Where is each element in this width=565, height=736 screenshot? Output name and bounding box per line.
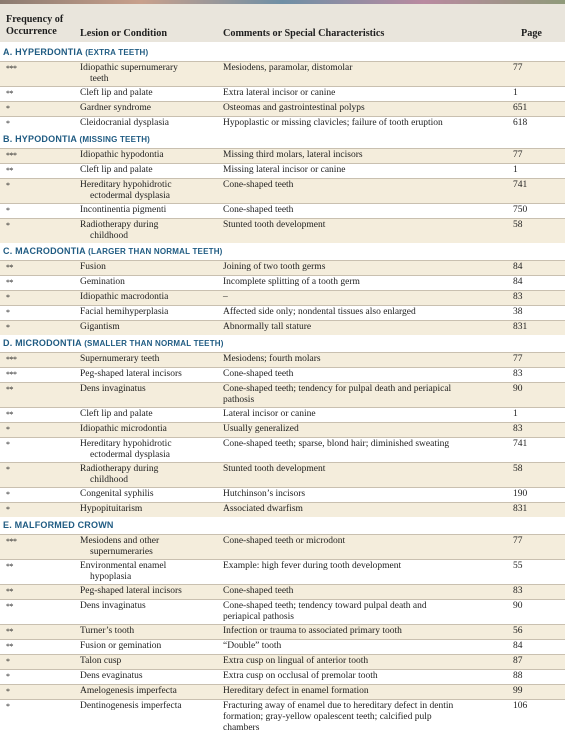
page-number: 83 <box>513 424 523 434</box>
comments-text <box>223 262 508 273</box>
table-row <box>0 487 565 502</box>
frequency-rating: *** <box>6 355 17 364</box>
lesion-line1: Dentinogenesis imperfecta <box>80 701 182 711</box>
page-number: 77 <box>513 536 523 546</box>
table-row <box>0 584 565 599</box>
lesion-line1: Supernumerary teeth <box>80 354 160 364</box>
page-number: 831 <box>513 322 528 332</box>
frequency-rating: *** <box>6 151 17 160</box>
frequency-rating: * <box>6 308 10 317</box>
section-name: HYPERDONTIA <box>15 47 83 57</box>
lesion-name <box>80 205 218 216</box>
lesion-name <box>80 220 218 242</box>
page-number: 651 <box>513 103 528 113</box>
lesion-line1: Peg-shaped lateral incisors <box>80 586 182 596</box>
header-frequency-line1: Frequency of <box>6 14 64 25</box>
page-number: 90 <box>513 384 523 394</box>
lesion-line1: Cleft lip and palate <box>80 409 153 419</box>
page-number: 38 <box>513 307 523 317</box>
comments-text <box>223 322 508 333</box>
section-title <box>0 131 565 148</box>
comments-text <box>223 439 508 450</box>
frequency-rating: *** <box>6 64 17 73</box>
comments-line: Example: high fever during tooth development <box>223 561 402 571</box>
lesion-line1: Amelogenesis imperfecta <box>80 686 177 696</box>
comments-text <box>223 165 508 176</box>
lesion-line1: Dens invaginatus <box>80 384 146 394</box>
comments-line: Stunted tooth development <box>223 464 326 474</box>
lesion-line1: Congenital syphilis <box>80 489 154 499</box>
comments-line: Missing lateral incisor or canine <box>223 165 346 175</box>
lesion-name <box>80 424 218 435</box>
lesion-line1: Gardner syndrome <box>80 103 151 113</box>
comments-line: periapical pathosis <box>223 611 294 622</box>
lesion-line2: teeth <box>90 73 109 84</box>
comments-line: Affected side only; nondental tissues also enlarged <box>223 307 416 317</box>
table-row <box>0 163 565 178</box>
comments-text <box>223 277 508 288</box>
comments-text <box>223 686 508 697</box>
lesion-name <box>80 150 218 161</box>
comments-text <box>223 561 508 572</box>
lesion-line2: childhood <box>90 474 128 485</box>
lesion-name <box>80 671 218 682</box>
lesion-line1: Gigantism <box>80 322 120 332</box>
section-title <box>0 335 565 352</box>
lesion-line1: Idiopathic supernumerary <box>80 63 178 73</box>
lesion-name <box>80 464 218 486</box>
frequency-rating: * <box>6 505 10 514</box>
comments-line: Cone-shaped teeth or microdont <box>223 536 346 546</box>
lesion-line1: Idiopathic macrodontia <box>80 292 169 302</box>
lesion-line2: hypoplasia <box>90 571 132 582</box>
section-subtitle: (MISSING TEETH) <box>79 135 151 144</box>
lesion-name <box>80 88 218 99</box>
lesion-line1: Fusion or gemination <box>80 641 162 651</box>
lesion-line1: Fusion <box>80 262 106 272</box>
table-row <box>0 462 565 487</box>
frequency-rating: * <box>6 672 10 681</box>
header-frequency-line2: Occurrence <box>6 25 57 37</box>
frequency-rating: * <box>6 440 10 449</box>
comments-line: Extra cusp on occlusal of premolar tooth <box>223 671 378 681</box>
frequency-rating: *** <box>6 537 17 546</box>
table-row <box>0 320 565 335</box>
lesion-line1: Hypopituitarism <box>80 504 143 514</box>
lesion-line2: supernumeraries <box>90 546 153 557</box>
frequency-rating: * <box>6 206 10 215</box>
comments-line: “Double” tooth <box>223 641 282 651</box>
lesion-line1: Peg-shaped lateral incisors <box>80 369 182 379</box>
comments-line: Hypoplastic or missing clavicles; failure of tooth eruption <box>223 118 443 128</box>
lesion-name <box>80 586 218 597</box>
frequency-rating: ** <box>6 278 13 287</box>
table-header <box>0 4 565 42</box>
lesion-name <box>80 307 218 318</box>
lesion-name <box>80 641 218 652</box>
page-number: 77 <box>513 354 523 364</box>
comments-line: Infection or trauma to associated primary tooth <box>223 626 402 636</box>
page-number: 831 <box>513 504 528 514</box>
page-number: 84 <box>513 262 523 272</box>
table-row <box>0 669 565 684</box>
frequency-rating: * <box>6 181 10 190</box>
section-letter: B. <box>3 134 13 144</box>
lesion-name <box>80 656 218 667</box>
page-number: 58 <box>513 464 523 474</box>
header-comments: Comments or Special Characteristics <box>223 28 385 39</box>
comments-line: Stunted tooth development <box>223 220 326 230</box>
page-number: 87 <box>513 656 523 666</box>
comments-text <box>223 601 508 623</box>
table-row <box>0 534 565 559</box>
frequency-rating: * <box>6 657 10 666</box>
comments-line: Lateral incisor or canine <box>223 409 316 419</box>
comments-line: Cone-shaped teeth; sparse, blond hair; diminished sweating <box>223 439 450 449</box>
comments-line: formation; gray-yellow opalescent teeth; calcified pulp <box>223 711 432 722</box>
comments-line: Usually generalized <box>223 424 299 434</box>
lesion-line1: Cleft lip and palate <box>80 88 153 98</box>
page-number: 90 <box>513 601 523 611</box>
frequency-rating: ** <box>6 627 13 636</box>
frequency-rating: * <box>6 465 10 474</box>
comments-line: Missing third molars, lateral incisors <box>223 150 363 160</box>
page-number: 741 <box>513 180 528 190</box>
table-row <box>0 352 565 367</box>
frequency-rating: ** <box>6 562 13 571</box>
page-number: 77 <box>513 63 523 73</box>
page-number: 1 <box>513 409 518 419</box>
table-row <box>0 502 565 517</box>
table-row <box>0 422 565 437</box>
table-row <box>0 178 565 203</box>
comments-line: Cone-shaped teeth <box>223 180 294 190</box>
comments-line: Extra cusp on lingual of anterior tooth <box>223 656 369 666</box>
page-number: 58 <box>513 220 523 230</box>
section-letter: E. <box>3 520 12 530</box>
table-row <box>0 559 565 584</box>
lesion-line1: Hereditary hypohidrotic <box>80 439 172 449</box>
table-row <box>0 218 565 243</box>
comments-line: Cone-shaped teeth; tendency for pulpal death and periapical <box>223 384 452 394</box>
lesion-line1: Turner’s tooth <box>80 626 135 636</box>
frequency-rating: * <box>6 425 10 434</box>
lesion-line1: Talon cusp <box>80 656 122 666</box>
page-number: 99 <box>513 686 523 696</box>
section-title <box>0 517 565 534</box>
table-row <box>0 290 565 305</box>
comments-line: Cone-shaped teeth <box>223 586 294 596</box>
comments-line: Cone-shaped teeth <box>223 205 294 215</box>
lesion-name <box>80 165 218 176</box>
table-row <box>0 305 565 320</box>
lesion-line2: childhood <box>90 230 128 241</box>
lesion-name <box>80 262 218 273</box>
section-subtitle: (LARGER THAN NORMAL TEETH) <box>88 247 223 256</box>
frequency-rating: ** <box>6 410 13 419</box>
lesion-name <box>80 354 218 365</box>
lesion-name <box>80 63 218 85</box>
lesion-name <box>80 384 218 395</box>
frequency-rating: * <box>6 293 10 302</box>
comments-text <box>223 63 508 74</box>
header-frequency <box>6 14 63 37</box>
comments-text <box>223 641 508 652</box>
page-number: 618 <box>513 118 528 128</box>
lesion-name <box>80 701 218 712</box>
comments-text <box>223 671 508 682</box>
page-number: 1 <box>513 165 518 175</box>
section-subtitle: (SMALLER THAN NORMAL TEETH) <box>84 339 224 348</box>
lesion-name <box>80 686 218 697</box>
comments-text <box>223 489 508 500</box>
section-name: MALFORMED CROWN <box>14 520 114 530</box>
comments-line: Associated dwarfism <box>223 504 303 514</box>
lesion-line1: Incontinentia pigmenti <box>80 205 167 215</box>
comments-text <box>223 464 508 475</box>
lesion-line1: Hereditary hypohidrotic <box>80 180 172 190</box>
comments-line: Mesiodens, paramolar, distomolar <box>223 63 353 73</box>
comments-text <box>223 292 508 303</box>
lesion-line2: ectodermal dysplasia <box>90 449 170 460</box>
comments-text <box>223 307 508 318</box>
comments-text <box>223 220 508 231</box>
comments-text <box>223 656 508 667</box>
section-letter: A. <box>3 47 13 57</box>
page-number: 750 <box>513 205 528 215</box>
comments-line: Cone-shaped teeth; tendency toward pulpal death and <box>223 601 427 611</box>
frequency-rating: * <box>6 702 10 711</box>
lesion-line1: Dens invaginatus <box>80 601 146 611</box>
table-row <box>0 61 565 86</box>
header-lesion: Lesion or Condition <box>80 28 167 39</box>
frequency-rating: *** <box>6 370 17 379</box>
frequency-rating: ** <box>6 263 13 272</box>
lesion-name <box>80 536 218 558</box>
section-name: MICRODONTIA <box>15 338 82 348</box>
page-number: 84 <box>513 277 523 287</box>
lesion-line1: Radiotherapy during <box>80 464 159 474</box>
frequency-rating: * <box>6 490 10 499</box>
table-row <box>0 86 565 101</box>
lesion-line1: Idiopathic microdontia <box>80 424 167 434</box>
lesion-name <box>80 322 218 333</box>
page-number: 77 <box>513 150 523 160</box>
page-number: 88 <box>513 671 523 681</box>
section-title <box>0 44 565 61</box>
table-row <box>0 275 565 290</box>
lesion-line1: Environmental enamel <box>80 561 167 571</box>
comments-text <box>223 626 508 637</box>
page-number: 106 <box>513 701 528 711</box>
comments-line: pathosis <box>223 394 255 405</box>
lesion-name <box>80 103 218 114</box>
page-number: 84 <box>513 641 523 651</box>
comments-line: Hereditary defect in enamel formation <box>223 686 369 696</box>
lesion-line1: Dens evaginatus <box>80 671 143 681</box>
lesion-name <box>80 489 218 500</box>
section-title <box>0 243 565 260</box>
comments-line: Cone-shaped teeth <box>223 369 294 379</box>
comments-text <box>223 103 508 114</box>
comments-text <box>223 354 508 365</box>
comments-text <box>223 536 508 547</box>
table-row <box>0 203 565 218</box>
comments-line: chambers <box>223 722 260 733</box>
table-body <box>0 44 565 736</box>
lesion-name <box>80 409 218 420</box>
frequency-rating: * <box>6 687 10 696</box>
page-number: 1 <box>513 88 518 98</box>
table-row <box>0 654 565 669</box>
page-number: 56 <box>513 626 523 636</box>
table-row <box>0 382 565 407</box>
lesion-name <box>80 277 218 288</box>
table-row <box>0 116 565 131</box>
section-subtitle: (EXTRA TEETH) <box>85 48 149 57</box>
lesion-name <box>80 439 218 461</box>
lesion-line1: Mesiodens and other <box>80 536 160 546</box>
comments-line: Osteomas and gastrointestinal polyps <box>223 103 365 113</box>
table-row <box>0 624 565 639</box>
comments-text <box>223 409 508 420</box>
lesion-name <box>80 601 218 612</box>
comments-text <box>223 150 508 161</box>
comments-text <box>223 369 508 380</box>
comments-line: Mesiodens; fourth molars <box>223 354 321 364</box>
table-row <box>0 684 565 699</box>
frequency-rating: * <box>6 104 10 113</box>
comments-line: Joining of two tooth germs <box>223 262 326 272</box>
lesion-name <box>80 369 218 380</box>
page-number: 55 <box>513 561 523 571</box>
comments-text <box>223 118 508 129</box>
comments-line: Fracturing away of enamel due to hereditary defect in dentin <box>223 701 454 711</box>
lesion-name <box>80 180 218 202</box>
page-number: 190 <box>513 489 528 499</box>
frequency-rating: * <box>6 221 10 230</box>
lesion-line1: Radiotherapy during <box>80 220 159 230</box>
table-row <box>0 437 565 462</box>
page-number: 83 <box>513 586 523 596</box>
comments-text <box>223 180 508 191</box>
table-row <box>0 367 565 382</box>
comments-line: Incomplete splitting of a tooth germ <box>223 277 360 287</box>
lesion-line1: Gemination <box>80 277 125 287</box>
comments-text <box>223 384 508 406</box>
frequency-rating: ** <box>6 385 13 394</box>
section-letter: C. <box>3 246 13 256</box>
frequency-rating: ** <box>6 587 13 596</box>
lesion-name <box>80 118 218 129</box>
lesion-name <box>80 561 218 583</box>
table-row <box>0 639 565 654</box>
comments-text <box>223 424 508 435</box>
table-row <box>0 148 565 163</box>
comments-text <box>223 586 508 597</box>
frequency-rating: * <box>6 323 10 332</box>
lesion-line2: ectodermal dysplasia <box>90 190 170 201</box>
lesion-line1: Facial hemihyperplasia <box>80 307 169 317</box>
page-number: 741 <box>513 439 528 449</box>
comments-line: Extra lateral incisor or canine <box>223 88 336 98</box>
comments-text <box>223 504 508 515</box>
comments-text <box>223 205 508 216</box>
comments-text <box>223 88 508 99</box>
frequency-rating: ** <box>6 602 13 611</box>
table-row <box>0 599 565 624</box>
page-number: 83 <box>513 369 523 379</box>
lesion-name <box>80 292 218 303</box>
frequency-rating: ** <box>6 166 13 175</box>
comments-line: Abnormally tall stature <box>223 322 312 332</box>
table-row <box>0 101 565 116</box>
page-number: 83 <box>513 292 523 302</box>
section-name: MACRODONTIA <box>15 246 86 256</box>
lesion-line1: Cleft lip and palate <box>80 165 153 175</box>
frequency-rating: ** <box>6 89 13 98</box>
comments-line: Hutchinson’s incisors <box>223 489 306 499</box>
lesion-line1: Idiopathic hypodontia <box>80 150 164 160</box>
section-name: HYPODONTIA <box>15 134 77 144</box>
table-row <box>0 407 565 422</box>
frequency-rating: ** <box>6 642 13 651</box>
lesion-name <box>80 504 218 515</box>
header-page: Page <box>521 28 542 39</box>
comments-line: – <box>223 292 228 302</box>
lesion-name <box>80 626 218 637</box>
comments-text <box>223 701 508 734</box>
lesion-line1: Cleidocranial dysplasia <box>80 118 169 128</box>
table-row <box>0 260 565 275</box>
frequency-rating: * <box>6 119 10 128</box>
section-letter: D. <box>3 338 13 348</box>
